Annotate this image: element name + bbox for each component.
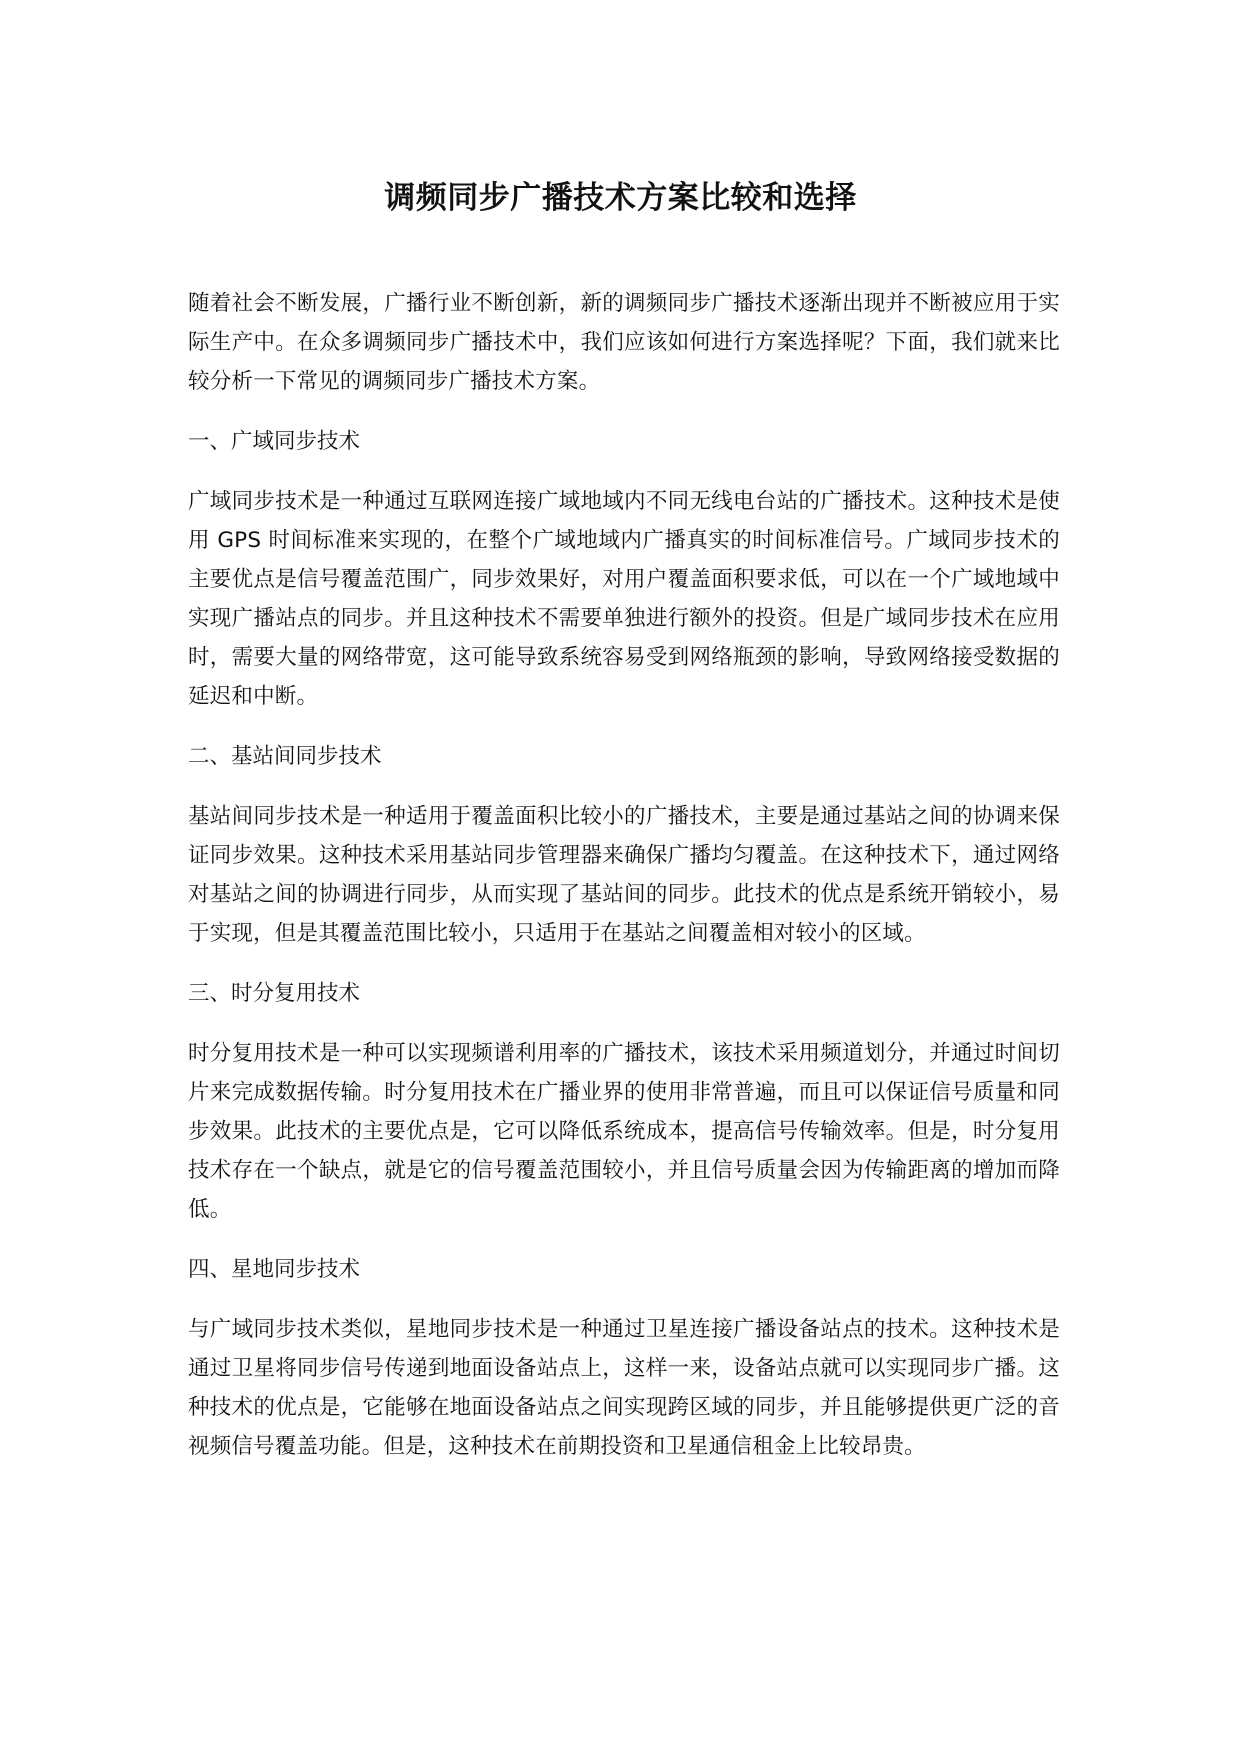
section-heading-base-station-sync: 二、基站间同步技术 (188, 744, 382, 769)
intro-paragraph: 随着社会不断发展，广播行业不断创新，新的调频同步广播技术逐渐出现并不断被应用于实际生产中。在众多调频同步广播技术中，我们应该如何进行方案选择呢？下面，我们就来比较分析一下常见的调频同步广播技术方案。 (188, 291, 1060, 394)
section-heading-satellite-ground-sync: 四、星地同步技术 (188, 1257, 361, 1282)
document-title: 调频同步广播技术方案比较和选择 (384, 180, 857, 216)
section-body-satellite-ground-sync: 与广域同步技术类似，星地同步技术是一种通过卫星连接广播设备站点的技术。这种技术是通过卫星将同步信号传递到地面设备站点上，这样一来，设备站点就可以实现同步广播。这种技术的优点是，它能够在地面设备站点之间实现跨区域的同步，并且能够提供更广泛的音视频信号覆盖功能。但是，这种技术在前期投资和卫星通信租金上比较昂贵。 (188, 1317, 1060, 1459)
section-body-wide-area-sync: 广域同步技术是一种通过互联网连接广域地域内不同无线电台站的广播技术。这种技术是使用 GPS 时间标准来实现的，在整个广域地域内广播真实的时间标准信号。广域同步技术的主要优点是信号覆盖范围广，同步效果好，对用户覆盖面积要求低，可以在一个广域地域中实现广播站点的同步。并且这种技术不需要单独进行额外的投资。但是广域同步技术在应用时，需要大量的网络带宽，这可能导致系统容易受到网络瓶颈的影响，导致网络接受数据的延迟和中断。 (188, 489, 1060, 709)
document-body (188, 284, 1060, 1466)
section-heading-wide-area-sync: 一、广域同步技术 (188, 429, 361, 454)
section-heading-time-division: 三、时分复用技术 (188, 981, 361, 1006)
section-body-base-station-sync: 基站间同步技术是一种适用于覆盖面积比较小的广播技术，主要是通过基站之间的协调来保证同步效果。这种技术采用基站同步管理器来确保广播均匀覆盖。在这种技术下，通过网络对基站之间的协调进行同步，从而实现了基站间的同步。此技术的优点是系统开销较小，易于实现，但是其覆盖范围比较小，只适用于在基站之间覆盖相对较小的区域。 (188, 804, 1060, 946)
section-body-time-division: 时分复用技术是一种可以实现频谱利用率的广播技术，该技术采用频道划分，并通过时间切片来完成数据传输。时分复用技术在广播业界的使用非常普遍，而且可以保证信号质量和同步效果。此技术的主要优点是，它可以降低系统成本，提高信号传输效率。但是，时分复用技术存在一个缺点，就是它的信号覆盖范围较小，并且信号质量会因为传输距离的增加而降低。 (188, 1041, 1060, 1222)
